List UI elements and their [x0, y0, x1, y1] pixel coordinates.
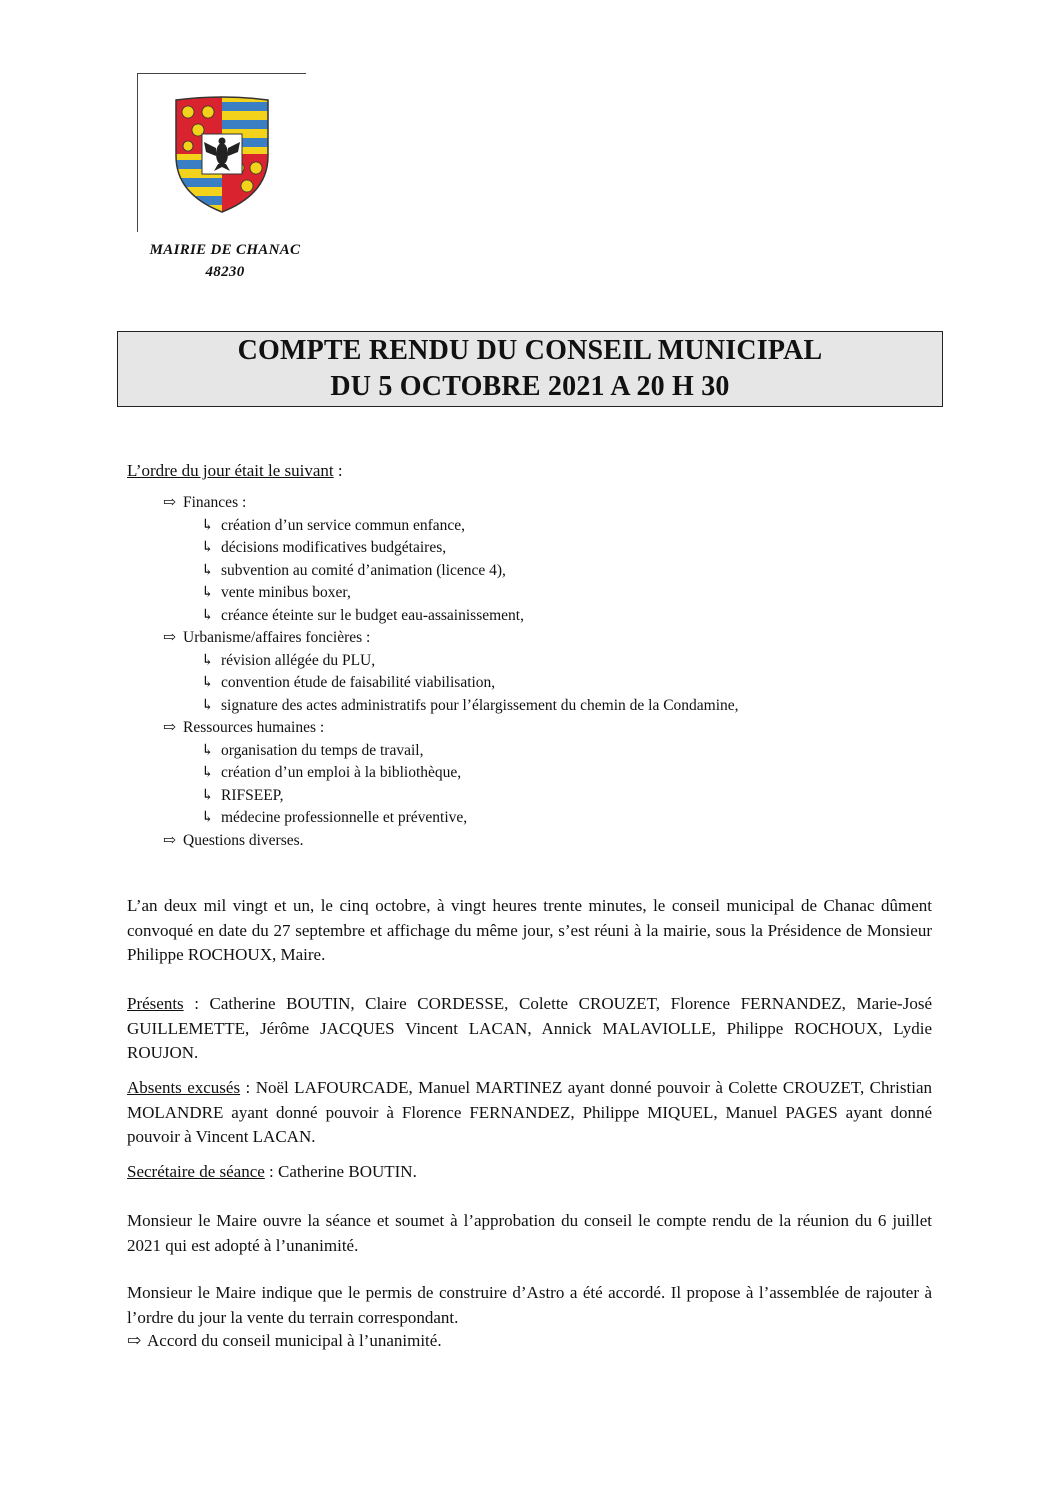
return-arrow-icon: ↳: [201, 741, 214, 759]
agenda-section-label: Questions diverses.: [183, 831, 304, 849]
return-arrow-icon: ↳: [201, 764, 214, 781]
return-arrow-icon: ↳: [201, 539, 214, 556]
agenda-item: [163, 762, 963, 785]
decision-line: [127, 1329, 932, 1354]
permis-paragraph: Monsieur le Maire indique que le permis de construire d’Astro a été accordé. Il propose à l’assemblée de rajouter à l’ordre du jour la vente du terrain correspondant.: [127, 1283, 932, 1327]
coat-of-arms-logo: [172, 96, 272, 214]
agenda-item: [163, 582, 963, 605]
agenda-item: [163, 740, 963, 763]
right-arrow-icon: ⇨: [163, 629, 176, 646]
return-arrow-icon: ↳: [201, 696, 214, 714]
agenda-item-text: RIFSEEP,: [221, 786, 284, 804]
agenda-section: [163, 492, 963, 515]
agenda-section-label: Urbanisme/affaires foncières :: [183, 629, 371, 646]
agenda-item-text: création d’un emploi à la bibliothèque,: [221, 764, 462, 781]
agenda-section-label: Ressources humaines :: [183, 719, 325, 736]
secretaire-label: Secrétaire de séance: [127, 1162, 265, 1181]
logo-frame: [137, 73, 306, 232]
title-line-1: COMPTE RENDU DU CONSEIL MUNICIPAL: [237, 335, 823, 366]
title-box: [117, 331, 943, 407]
agenda-intro-label: L’ordre du jour était le suivant: [127, 461, 334, 480]
agenda-item: [163, 672, 963, 695]
agenda-section: [163, 627, 963, 650]
agenda-item-text: médecine professionnelle et préventive,: [221, 809, 468, 826]
presents-label: Présents: [127, 994, 184, 1013]
return-arrow-icon: ↳: [201, 516, 214, 534]
agenda-item: [163, 515, 963, 538]
mairie-postcode: 48230: [205, 264, 245, 280]
right-arrow-icon: ⇨: [127, 1331, 142, 1350]
return-arrow-icon: ↳: [201, 584, 214, 601]
mairie-heading: [120, 239, 330, 283]
decision-text: Accord du conseil municipal à l’unanimité.: [147, 1331, 442, 1350]
agenda-section: [163, 830, 963, 853]
agenda-item: [163, 605, 963, 628]
return-arrow-icon: ↳: [201, 809, 214, 826]
agenda-item-text: signature des actes administratifs pour l’élargissement du chemin de la Condamine,: [221, 696, 739, 714]
agenda-item: [163, 537, 963, 560]
right-arrow-icon: ⇨: [163, 719, 176, 736]
agenda-item-text: convention étude de faisabilité viabilisation,: [221, 674, 496, 691]
agenda-item: [163, 695, 963, 718]
return-arrow-icon: ↳: [201, 561, 214, 579]
return-arrow-icon: ↳: [201, 651, 214, 669]
agenda-list: [163, 492, 963, 852]
agenda-intro-suffix: :: [333, 461, 343, 480]
agenda-item: [163, 560, 963, 583]
opening-paragraph: L’an deux mil vingt et un, le cinq octobre, à vingt heures trente minutes, le conseil municipal de Chanac dûment convoqué en date du 27 septembre et affichage du même jour, s’est réuni à la mairie, sous la Présidence de Monsieur Philippe ROCHOUX, Maire.: [127, 896, 932, 964]
agenda-section: [163, 717, 963, 740]
return-arrow-icon: ↳: [201, 786, 214, 804]
presents-paragraph: [127, 992, 932, 1066]
agenda-item-text: créance éteinte sur le budget eau-assainissement,: [221, 606, 524, 624]
absents-list: : Noël LAFOURCADE, Manuel MARTINEZ ayant donné pouvoir à Colette CROUZET, Christian MOLANDRE ayant donné pouvoir à Florence FERNANDEZ, Philippe MIQUEL, Manuel PAGES ayant donné pouvoir à Vincent LACAN.: [127, 1078, 932, 1146]
presents-list: : Catherine BOUTIN, Claire CORDESSE, Colette CROUZET, Florence FERNANDEZ, Marie-José GUILLEMETTE, Jérôme JACQUES Vincent LACAN, Annick MALAVIOLLE, Philippe ROCHOUX, Lydie ROUJON.: [127, 994, 932, 1062]
right-arrow-icon: ⇨: [163, 494, 176, 511]
return-arrow-icon: ↳: [201, 606, 214, 624]
absents-paragraph: [127, 1076, 932, 1150]
approval-paragraph: Monsieur le Maire ouvre la séance et soumet à l’approbation du conseil le compte rendu de la réunion du 6 juillet 2021 qui est adopté à l’unanimité.: [127, 1211, 932, 1255]
agenda-item: [163, 650, 963, 673]
return-arrow-icon: ↳: [201, 674, 214, 691]
secretaire-name: : Catherine BOUTIN.: [264, 1162, 417, 1181]
absents-label: Absents excusés: [127, 1078, 241, 1097]
mairie-name: MAIRIE DE CHANAC: [149, 242, 301, 258]
agenda-item: [163, 785, 963, 808]
agenda-item: [163, 807, 963, 830]
agenda-section-label: Finances :: [183, 494, 247, 511]
title-line-2: DU 5 OCTOBRE 2021 A 20 H 30: [330, 371, 730, 402]
agenda-item-text: vente minibus boxer,: [221, 584, 351, 601]
agenda-intro: [127, 460, 343, 482]
secretaire-paragraph: [127, 1160, 932, 1185]
agenda-item-text: décisions modificatives budgétaires,: [221, 539, 447, 556]
agenda-item-text: subvention au comité d’animation (licence 4),: [221, 561, 506, 579]
right-arrow-icon: ⇨: [163, 831, 176, 849]
agenda-item-text: organisation du temps de travail,: [221, 741, 424, 759]
agenda-item-text: création d’un service commun enfance,: [221, 516, 466, 534]
agenda-item-text: révision allégée du PLU,: [221, 651, 376, 669]
